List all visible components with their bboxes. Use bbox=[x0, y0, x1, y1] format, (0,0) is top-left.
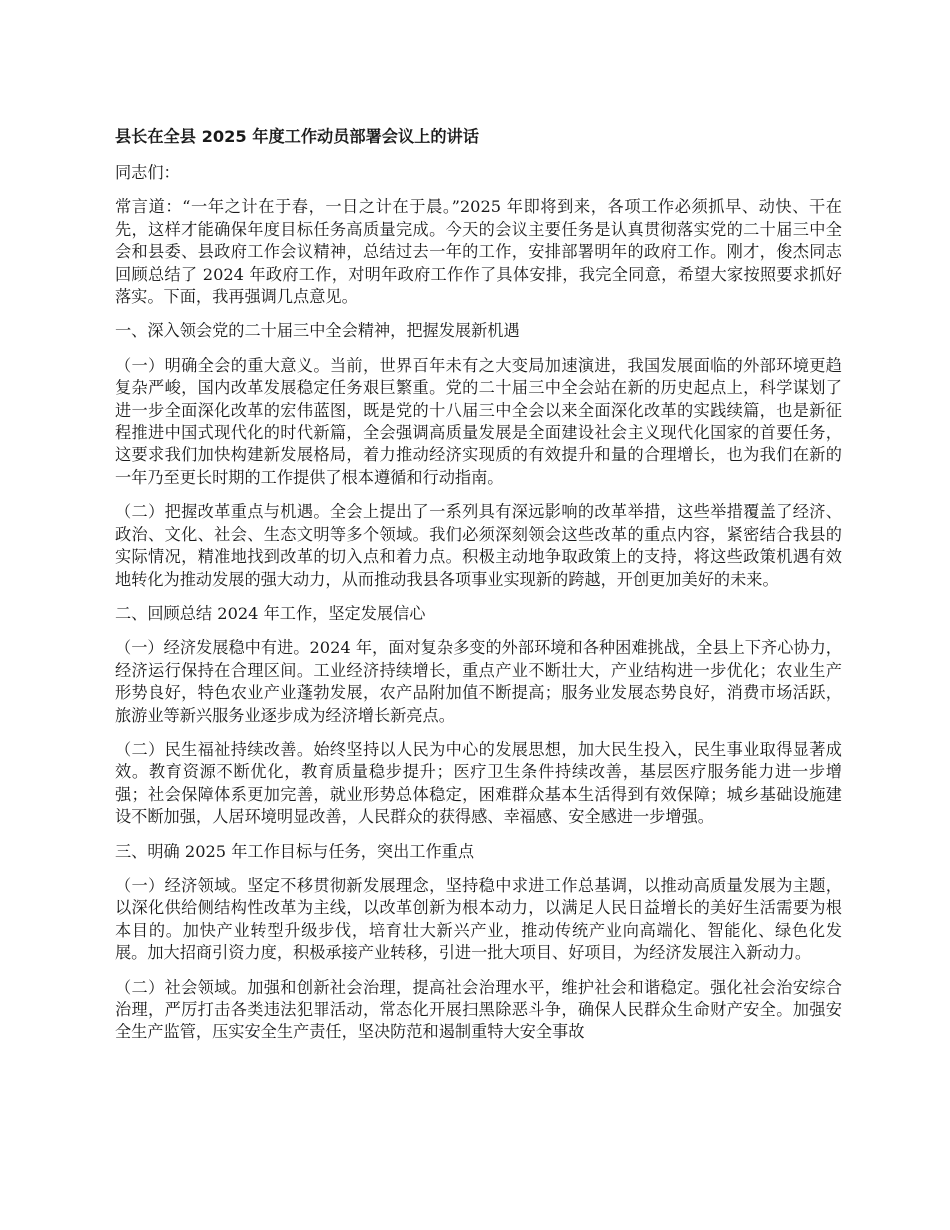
document-body bbox=[115, 126, 842, 1056]
intro-paragraph: 常言道：“一年之计在于春，一日之计在于晨。”2025 年即将到来，各项工作必须抓早、动快、干在先，这样才能确保年度目标任务高质量完成。今天的会议主要任务是认真贯彻落实党的二十届三中全会和县委、县政府工作会议精神，总结过去一年的工作，安排部署明年的政府工作。刚才，俊杰同志回顾总结了 2024 年政府工作，对明年政府工作作了具体安排，我完全同意，希望大家按照要求抓好落实。下面，我再强调几点意见。 bbox=[115, 197, 842, 307]
paragraph: （一）明确全会的重大意义。当前，世界百年未有之大变局加速演进，我国发展面临的外部环境更趋复杂严峻，国内改革发展稳定任务艰巨繁重。党的二十届三中全会站在新的历史起点上，科学谋划了进一步全面深化改革的宏伟蓝图，既是党的十八届三中全会以来全面深化改革的实践续篇，也是新征程推进中国式现代化的时代新篇，全会强调高质量发展是全面建设社会主义现代化国家的首要任务，这要求我们加快构建新发展格局，着力推动经济实现质的有效提升和量的合理增长，也为我们在新的一年乃至更长时期的工作提供了根本遵循和行动指南。 bbox=[115, 355, 842, 487]
section-heading: 三、明确 2025 年工作目标与任务，突出工作重点 bbox=[115, 841, 475, 861]
paragraph: （二）社会领域。加强和创新社会治理，提高社会治理水平，维护社会和谐稳定。强化社会治安综合治理，严厉打击各类违法犯罪活动，常态化开展扫黑除恶斗争，确保人民群众生命财产安全。加强安全生产监管，压实安全生产责任，坚决防范和遏制重特大安全事故 bbox=[115, 977, 842, 1042]
paragraph: （一）经济发展稳中有进。2024 年，面对复杂多变的外部环境和各种困难挑战，全县上下齐心协力，经济运行保持在合理区间。工业经济持续增长，重点产业不断壮大，产业结构进一步优化；农业生产形势良好，特色农业产业蓬勃发展，农产品附加值不断提高；服务业发展态势良好，消费市场活跃，旅游业等新兴服务业逐步成为经济增长新亮点。 bbox=[115, 638, 842, 725]
section-heading: 一、深入领会党的二十届三中全会精神，把握发展新机遇 bbox=[115, 321, 520, 341]
document-title: 县长在全县 2025 年度工作动员部署会议上的讲话 bbox=[115, 127, 479, 146]
salutation: 同志们： bbox=[115, 163, 180, 182]
paragraph: （二）把握改革重点与机遇。全会上提出了一系列具有深远影响的改革举措，这些举措覆盖了经济、政治、文化、社会、生态文明等多个领域。我们必须深刻领会这些改革的重点内容，紧密结合我县的实际情况，精准地找到改革的切入点和着力点。积极主动地争取政策上的支持，将这些政策机遇有效地转化为推动发展的强大动力，从而推动我县各项事业实现新的跨越，开创更加美好的未来。 bbox=[115, 502, 842, 589]
section-heading: 二、回顾总结 2024 年工作，坚定发展信心 bbox=[115, 603, 426, 623]
paragraph: （一）经济领域。坚定不移贯彻新发展理念，坚持稳中求进工作总基调，以推动高质量发展为主题，以深化供给侧结构性改革为主线，以改革创新为根本动力，以满足人民日益增长的美好生活需要为根本目的。加快产业转型升级步伐，培育壮大新兴产业，推动传统产业向高端化、智能化、绿色化发展。加大招商引资力度，积极承接产业转移，引进一批大项目、好项目，为经济发展注入新动力。 bbox=[115, 875, 842, 963]
paragraph: （二）民生福祉持续改善。始终坚持以人民为中心的发展思想，加大民生投入，民生事业取得显著成效。教育资源不断优化，教育质量稳步提升；医疗卫生条件持续改善，基层医疗服务能力进一步增强；社会保障体系更加完善，就业形势总体稳定，困难群众基本生活得到有效保障；城乡基础设施建设不断加强，人居环境明显改善，人民群众的获得感、幸福感、安全感进一步增强。 bbox=[115, 739, 842, 827]
